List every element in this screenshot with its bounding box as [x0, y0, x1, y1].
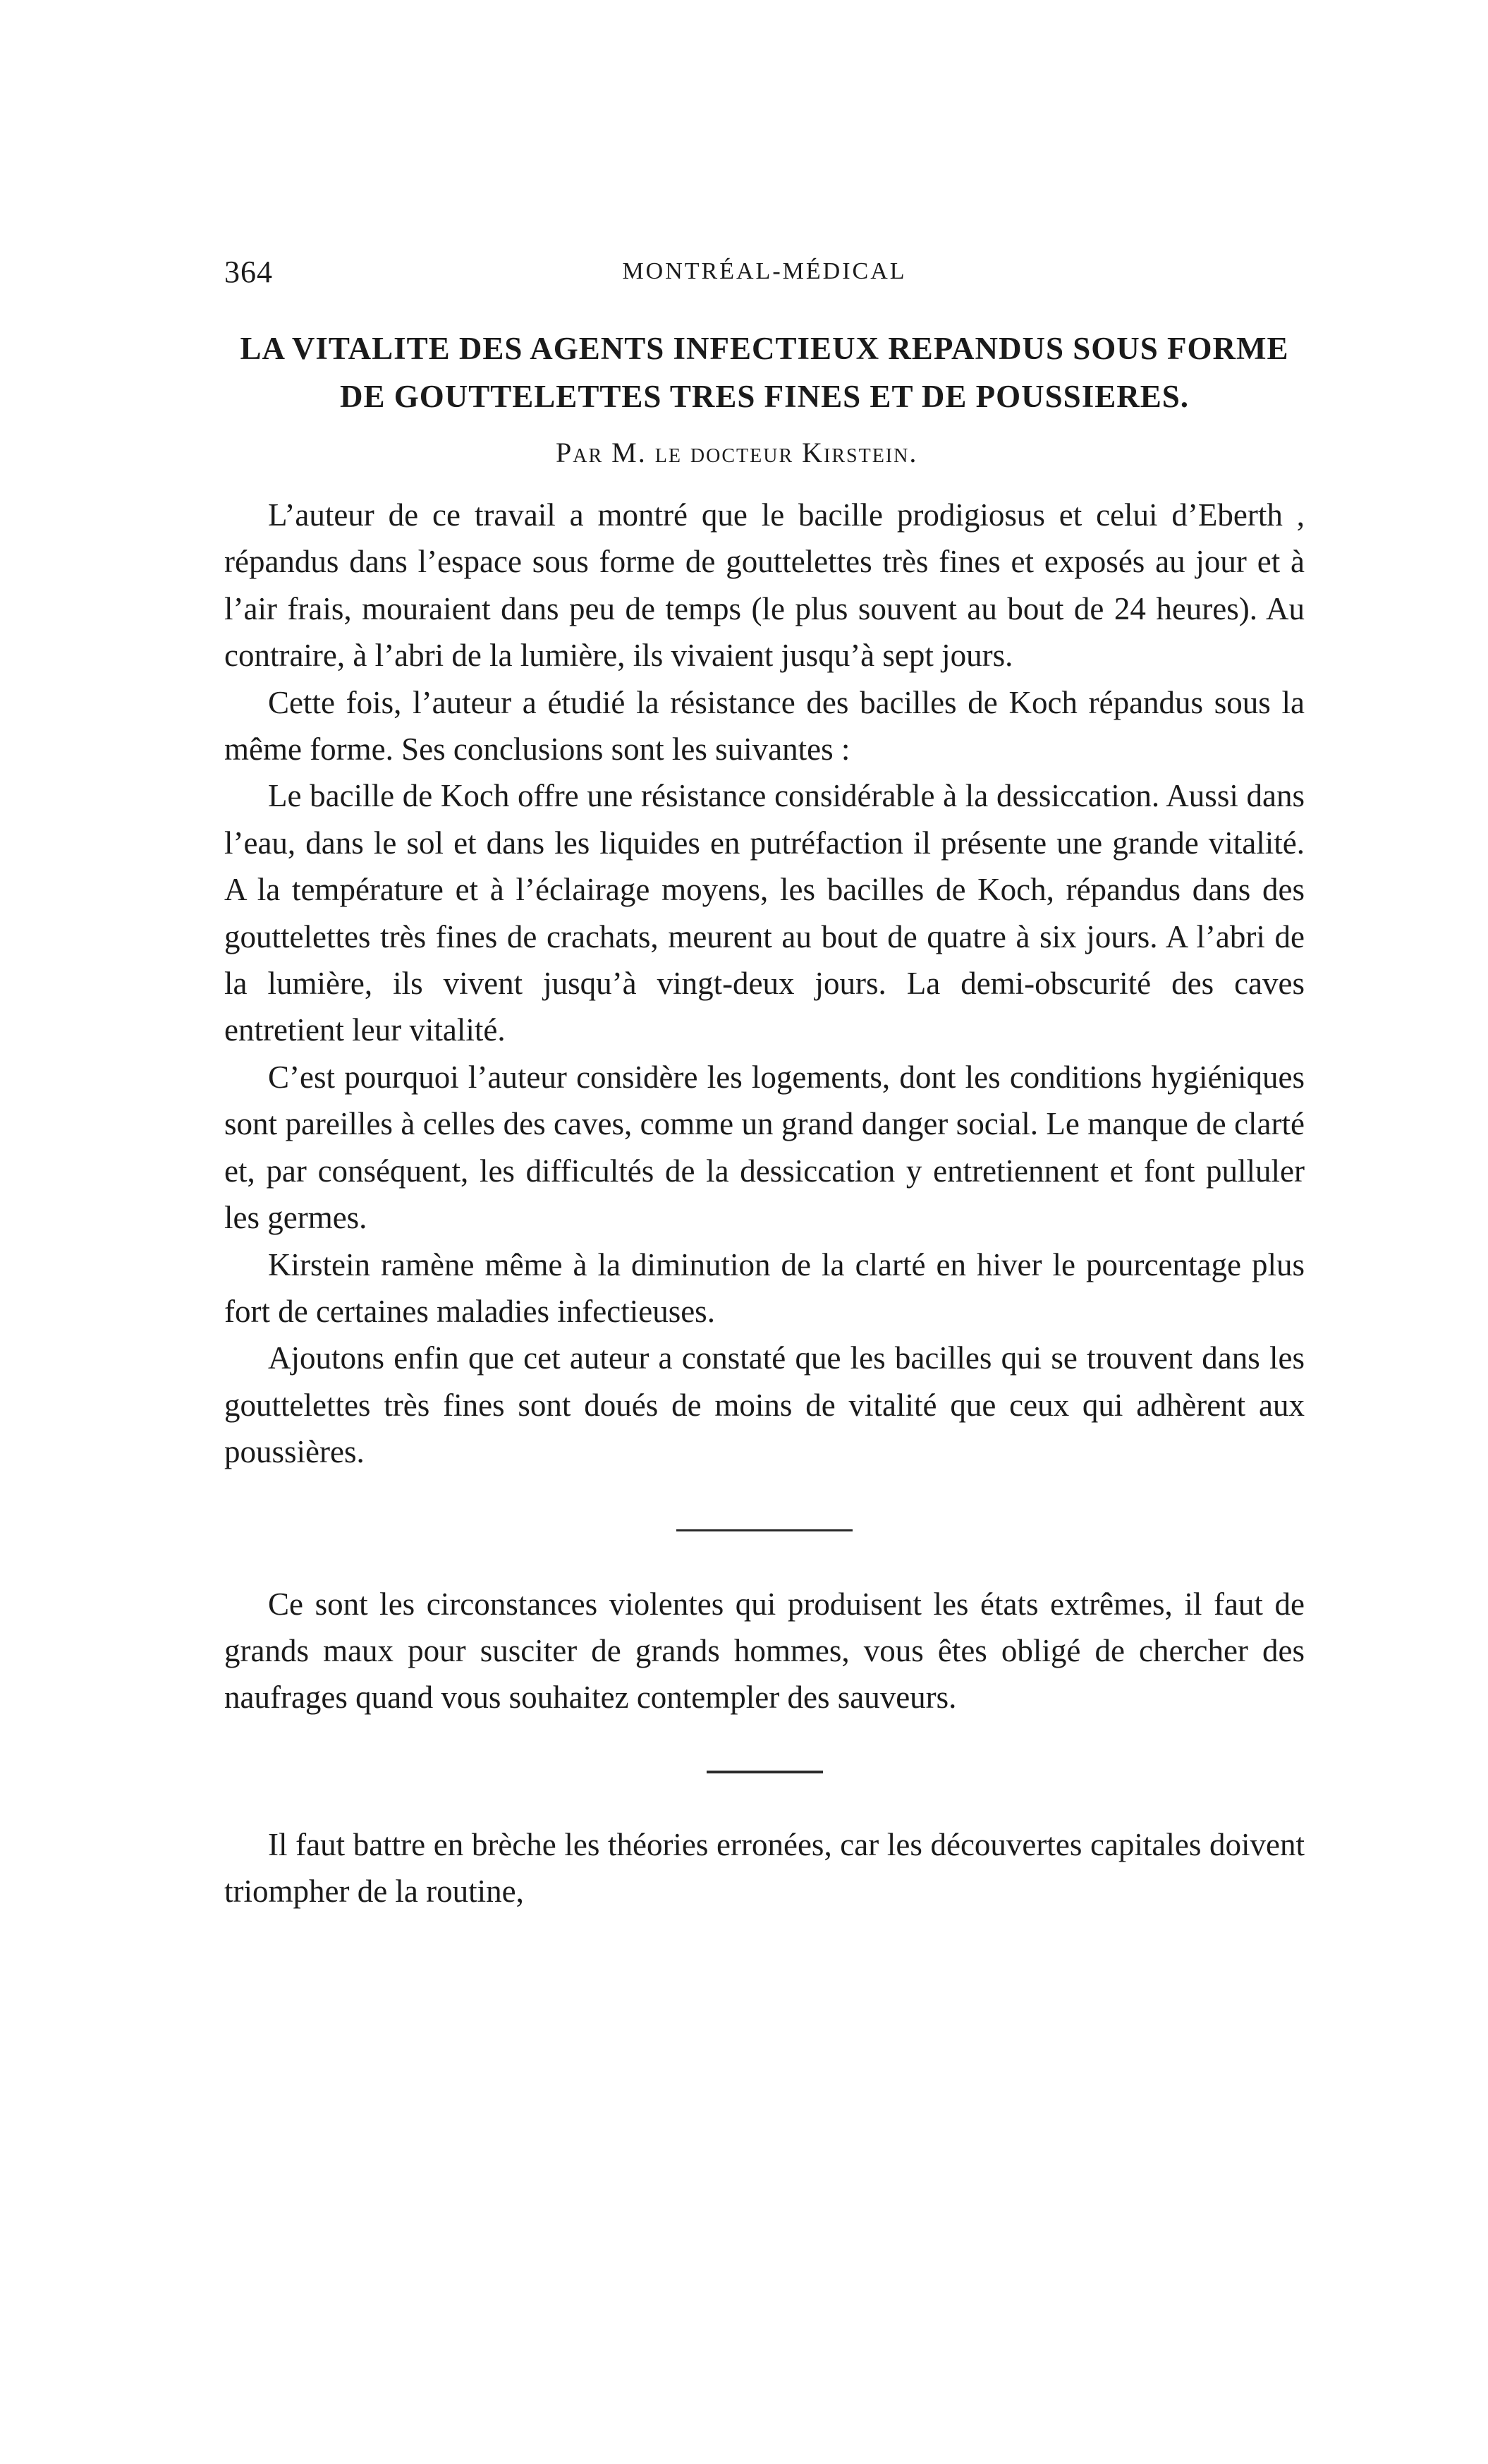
article-paragraph: C’est pourquoi l’auteur considère les logements, dont les conditions hygiéniques sont pareilles à celles des caves, comme un grand danger social. Le manque de clarté et, par conséquent, les difficultés de la dessiccation y entretiennent et font pulluler les germes.	[224, 1059, 1305, 1236]
quote-block	[224, 1581, 1305, 1721]
article-paragraph: Cette fois, l’auteur a étudié la résistance des bacilles de Koch répandus sous la même forme. Ses conclusions sont les suivantes :	[224, 684, 1305, 767]
article-byline: Par M. le docteur Kirstein.	[556, 437, 918, 468]
quote-paragraph: Il faut battre en brèche les théories erronées, car les découvertes capitales doivent triompher de la routine,	[224, 1826, 1305, 1910]
page-number: 364	[224, 255, 273, 289]
quote-paragraph: Ce sont les circonstances violentes qui produisent les états extrêmes, il faut de grands maux pour susciter de grands hommes, vous êtes obligé de chercher des naufrages quand vous souhaitez contempler des sauveurs.	[224, 1586, 1305, 1716]
journal-page	[224, 254, 1305, 1915]
journal-name: MONTRÉAL-MÉDICAL	[622, 258, 907, 284]
section-divider	[676, 1529, 853, 1531]
article-paragraph: Ajoutons enfin que cet auteur a constaté que les bacilles qui se trouvent dans les gouttelettes très fines sont doués de moins de vitalité que ceux qui adhèrent aux poussières.	[224, 1340, 1305, 1470]
article-paragraph: L’auteur de ce travail a montré que le bacille prodigiosus et celui d’Eberth , répandus dans l’espace sous forme de gouttelettes très fines et exposés au jour et à l’air frais, mouraient dans peu de temps (le plus souvent au bout de 24 heures). Au contraire, à l’abri de la lumière, ils vivaient jusqu’à sept jours.	[224, 497, 1305, 674]
article-paragraph: Le bacille de Koch offre une résistance considérable à la dessiccation. Aussi dans l’eau, dans le sol et dans les liquides en putréfaction il présente une grande vitalité. A la température et à l’éclairage moyens, les bacilles de Koch, répandus dans des gouttelettes très fines de crachats, meurent au bout de quatre à six jours. A l’abri de la lumière, ils vivent jusqu’à vingt-deux jours. La demi-obscurité des caves entretient leur vitalité.	[224, 778, 1305, 1048]
article-body	[224, 492, 1305, 1476]
article-title: LA VITALITE DES AGENTS INFECTIEUX REPANDUS SOUS FORME DE GOUTTELETTES TRES FINES ET DE POUSSIERES.	[240, 331, 1289, 414]
running-head	[224, 254, 1305, 303]
article-paragraph: Kirstein ramène même à la diminution de la clarté en hiver le pourcentage plus fort de certaines maladies infectieuses.	[224, 1246, 1305, 1329]
section-divider	[707, 1771, 823, 1773]
quote-block	[224, 1821, 1305, 1915]
